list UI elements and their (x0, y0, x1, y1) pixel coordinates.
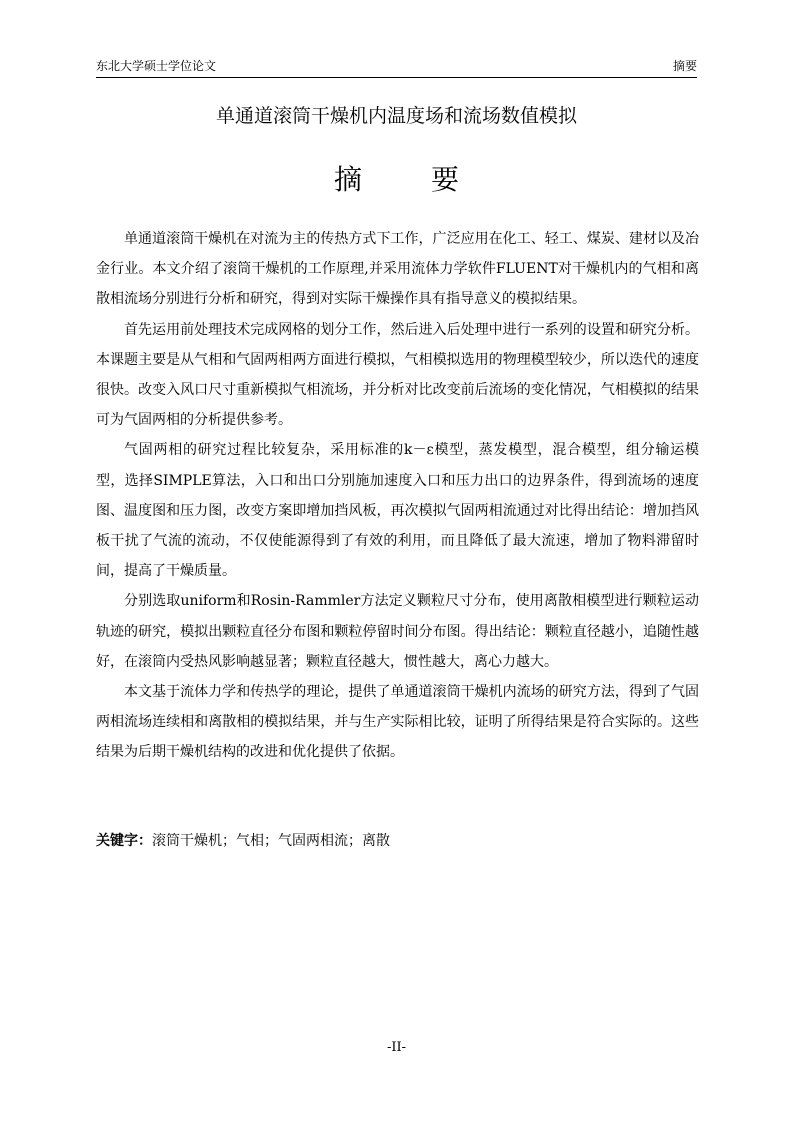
abstract-paragraph-4: 分别选取uniform和Rosin-Rammler方法定义颗粒尺寸分布，使用离散相模型进行颗粒运动轨迹的研究，模拟出颗粒直径分布图和颗粒停留时间分布图。得出结论：颗粒直径越小，追随性越好，在滚筒内受热风影响越显著；颗粒直径越大，惯性越大，离心力越大。 (96, 593, 699, 670)
header-section-name: 摘要 (672, 59, 697, 73)
keywords-line (96, 828, 699, 854)
abstract-heading: 摘 要 (334, 163, 489, 196)
abstract-paragraph-1: 单通道滚筒干燥机在对流为主的传热方式下工作，广泛应用在化工、轻工、煤炭、建材以及冶金行业。本文介绍了滚筒干燥机的工作原理,并采用流体力学软件FLUENT对干燥机内的气相和离散相流场分别进行分析和研究，得到对实际干燥操作具有指导意义的模拟结果。 (96, 231, 699, 308)
abstract-body (96, 224, 699, 768)
page-header (96, 55, 697, 78)
abstract-paragraph-2: 首先运用前处理技术完成网格的划分工作，然后进入后处理中进行一系列的设置和研究分析。本课题主要是从气相和气固两相两方面进行模拟，气相模拟选用的物理模型较少，所以迭代的速度很快。改变入风口尺寸重新模拟气相流场，并分析对比改变前后流场的变化情况，气相模拟的结果可为气固两相的分析提供参考。 (96, 321, 699, 429)
keywords-label: 关键字： (96, 833, 152, 849)
keywords-text: 滚筒干燥机；气相；气固两相流；离散 (152, 833, 390, 849)
abstract-paragraph-3: 气固两相的研究过程比较复杂，采用标准的k－ε模型，蒸发模型，混合模型，组分输运模型，选择SIMPLE算法，入口和出口分别施加速度入口和压力出口的边界条件，得到流场的速度图、温度图和压力图，改变方案即增加挡风板，再次模拟气固两相流通过对比得出结论：增加挡风板干扰了气流的流动，不仅使能源得到了有效的利用，而且降低了最大流速，增加了物料滞留时间，提高了干燥质量。 (96, 442, 699, 580)
thesis-title: 单通道滚筒干燥机内温度场和流场数值模拟 (215, 105, 577, 127)
page-number: -II- (386, 1040, 407, 1055)
abstract-paragraph-5: 本文基于流体力学和传热学的理论，提供了单通道滚筒干燥机内流场的研究方法，得到了气固两相流场连续相和离散相的模拟结果，并与生产实际相比较，证明了所得结果是符合实际的。这些结果为后期干燥机结构的改进和优化提供了依据。 (96, 684, 699, 761)
header-university-title: 东北大学硕士学位论文 (96, 59, 217, 73)
